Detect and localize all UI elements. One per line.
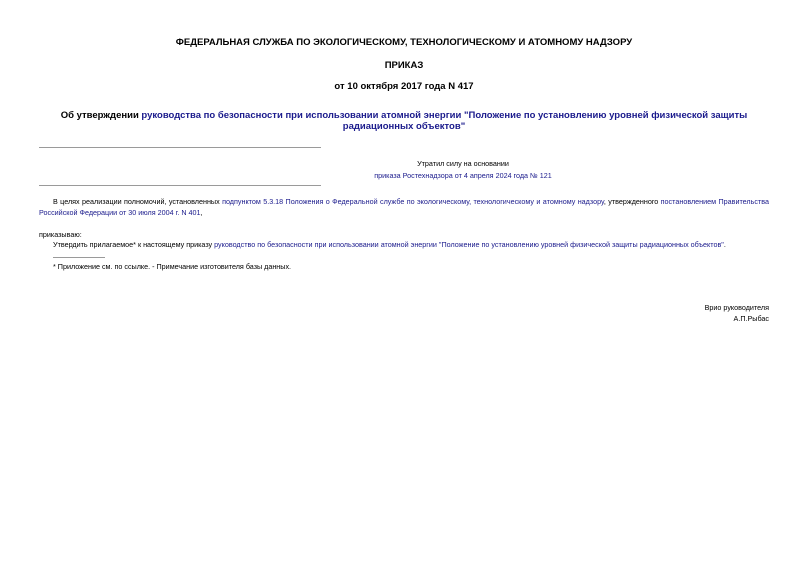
- guide-link[interactable]: руководство по безопасности при использовании атомной энергии "Положение по установлению уровней физической защиты радиационных объектов": [214, 240, 724, 249]
- order-text: Утвердить прилагаемое* к настоящему приказу: [53, 240, 215, 249]
- footnote-divider: [53, 257, 105, 258]
- preamble-text-2: , утвержденного: [603, 197, 661, 206]
- doc-type-heading: ПРИКАЗ: [384, 60, 424, 71]
- subparagraph-link[interactable]: подпунктом 5.3.18 Положения о Федеральной службе по экологическому, технологическому и атомному надзору: [222, 197, 604, 206]
- order-text-end: .: [723, 240, 726, 249]
- agency-heading: ФЕДЕРАЛЬНАЯ СЛУЖБА ПО ЭКОЛОГИЧЕСКОМУ, ТЕХНОЛОГИЧЕСКОМУ И АТОМНОМУ НАДЗОРУ: [175, 37, 633, 48]
- preamble-paragraph: [39, 196, 769, 218]
- document-title: [39, 110, 769, 132]
- signatory-position: Врио руководителя: [704, 303, 769, 312]
- order-paragraph: [53, 240, 769, 249]
- title-prefix: Об утверждении: [60, 110, 142, 121]
- preamble-text-3: ,: [200, 208, 203, 217]
- signature-block: [705, 302, 769, 324]
- status-note: [39, 158, 807, 182]
- status-line: Утратил силу на основании: [417, 159, 509, 168]
- divider-top: [39, 147, 321, 148]
- divider-bottom: [39, 185, 321, 186]
- order-word: приказываю:: [39, 230, 82, 239]
- title-link[interactable]: руководства по безопасности при использовании атомной энергии "Положение по установлению уровней физической защиты радиационных объектов": [141, 110, 748, 132]
- status-link[interactable]: приказа Ростехнадзора от 4 апреля 2024 года № 121: [374, 171, 552, 180]
- date-number-heading: от 10 октября 2017 года N 417: [334, 81, 474, 92]
- signatory-name: А.П.Рыбас: [733, 314, 769, 323]
- preamble-text: В целях реализации полномочий, установленных: [53, 197, 223, 206]
- government-decree-link[interactable]: постановлением Правительства Российской Федерации от 30 июля 2004 г. N 401: [39, 197, 769, 217]
- footnote: * Приложение см. по ссылке. - Примечание изготовителя базы данных.: [53, 262, 292, 271]
